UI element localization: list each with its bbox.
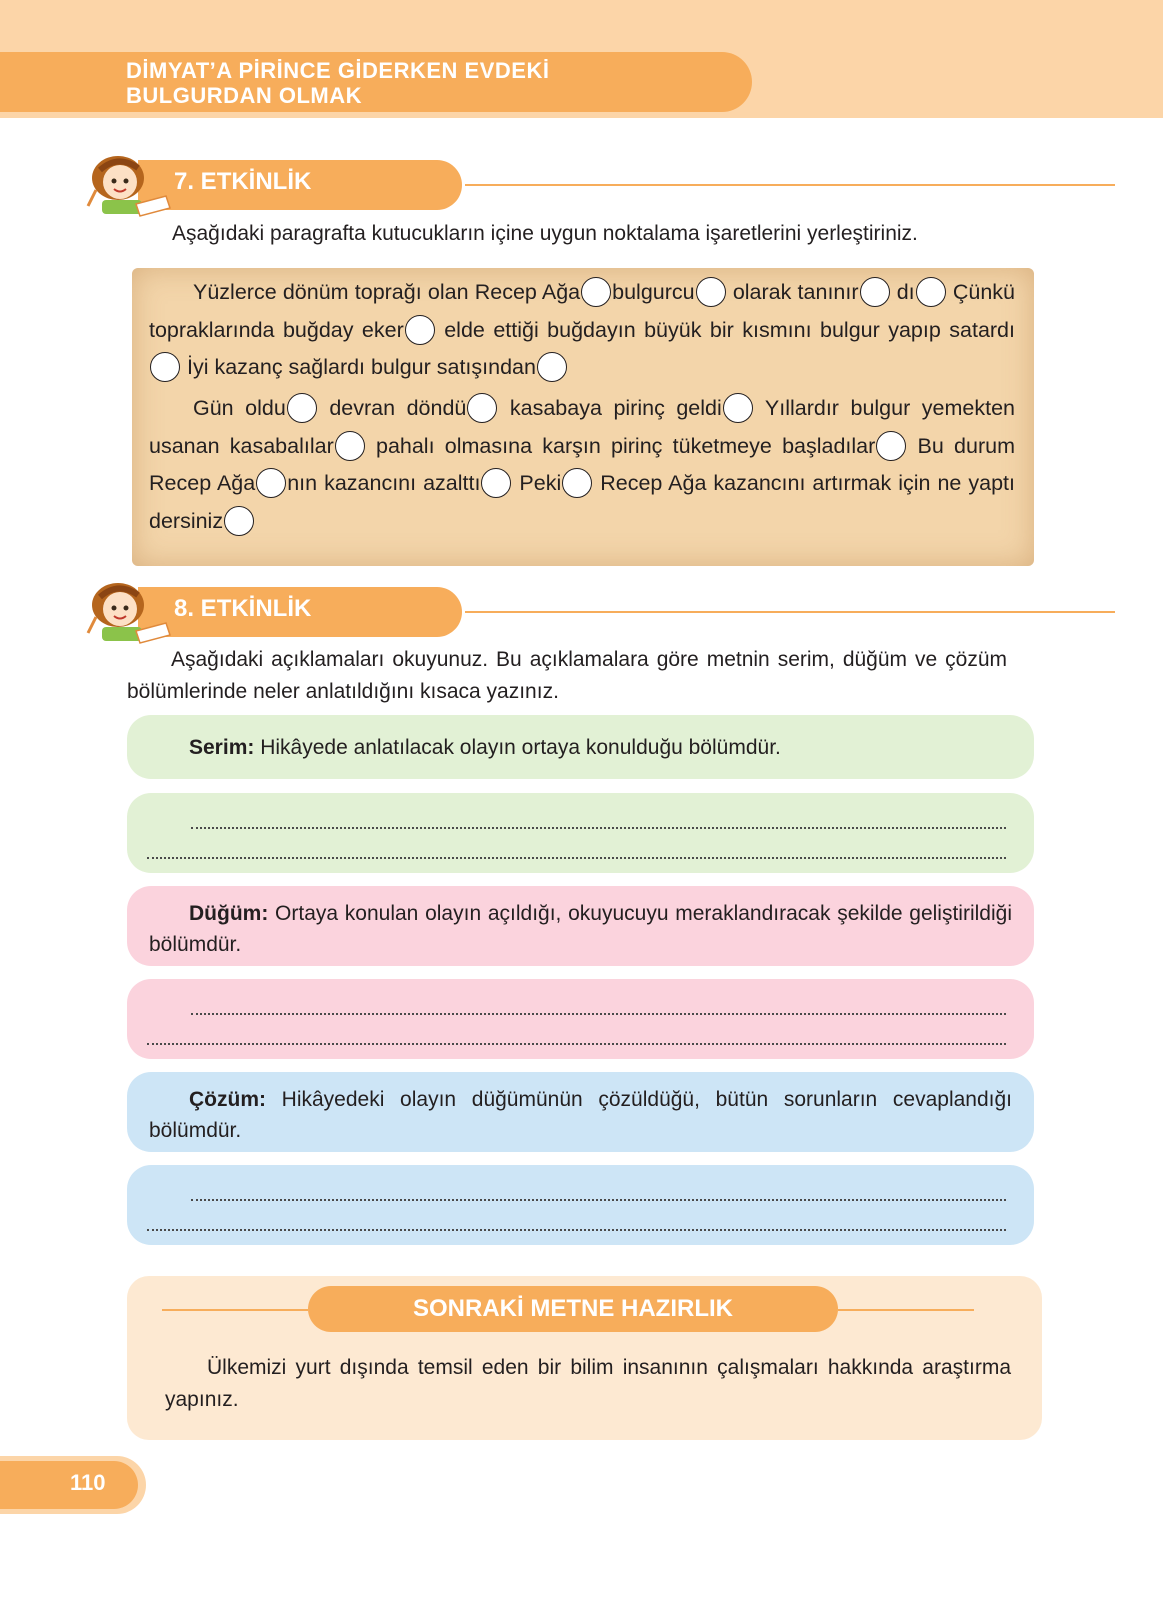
punctuation-box[interactable] (405, 315, 435, 345)
cozum-text: Hikâyedeki olayın düğümünün çözüldüğü, bütün sorunların cevaplandığı bölümdür. (149, 1088, 1012, 1142)
serim-definition (149, 732, 1012, 763)
dugum-term: Düğüm: (189, 902, 269, 925)
activity-7-paragraph-2 (149, 390, 1015, 540)
activity-7-label: 7. ETKİNLİK (174, 168, 312, 195)
text-segment: nın kazancını azalttı (287, 471, 481, 495)
serim-text: Hikâyede anlatılacak olayın ortaya konulduğu bölümdür. (254, 736, 781, 759)
text-segment: elde ettiği buğdayın büyük bir kısmını bulgur yapıp satardı (435, 317, 1015, 342)
punctuation-box[interactable] (481, 468, 511, 498)
text-segment: Peki (512, 471, 562, 495)
text-segment: Yüzlerce dönüm toprağı olan Recep Ağa (193, 280, 581, 304)
punctuation-box[interactable] (467, 393, 497, 423)
cozum-answer-box[interactable] (127, 1165, 1034, 1245)
next-preparation-title: SONRAKİ METNE HAZIRLIK (413, 1295, 733, 1322)
punctuation-box[interactable] (287, 393, 317, 423)
punctuation-box[interactable] (723, 393, 753, 423)
text-segment: bulgurcu (612, 280, 695, 304)
punctuation-box[interactable] (581, 277, 611, 307)
text-segment: Çünkü topraklarında buğday eker (149, 280, 1015, 342)
activity-8-label: 8. ETKİNLİK (174, 595, 312, 622)
activity-8-instruction: Aşağıdaki açıklamaları okuyunuz. Bu açıklamalara göre metnin serim, düğüm ve çözüm bölümlerinde neler anlatıldığını kısaca yazınız. (127, 648, 1007, 703)
text-segment: Recep Ağa kazancını artırmak için ne yaptı dersiniz (149, 471, 1015, 533)
page-number-pill (0, 1461, 138, 1509)
punctuation-box[interactable] (860, 277, 890, 307)
text-segment: Yıllardır bulgur yemekten usanan kasabalılar (149, 396, 1015, 458)
chapter-title (126, 58, 726, 108)
dugum-answer-box[interactable] (127, 979, 1034, 1059)
text-segment: İyi kazanç sağlardı bulgur satışından (181, 355, 536, 379)
text-segment: dı (896, 280, 915, 304)
dugum-definition-box (127, 886, 1034, 966)
punctuation-box[interactable] (562, 468, 592, 498)
chapter-title-line1: DİMYAT’A PİRİNCE GİDERKEN EVDEKİ (126, 58, 550, 83)
answer-line[interactable] (191, 1013, 1006, 1015)
text-segment: devran döndü (317, 396, 467, 420)
text-segment: pahalı olmasına karşın pirinç tüketmeye başladılar (365, 433, 876, 458)
punctuation-box[interactable] (696, 277, 726, 307)
text-segment: Bu durum Recep Ağa (149, 433, 1015, 495)
next-preparation-rule-left (162, 1309, 308, 1311)
answer-line[interactable] (191, 827, 1006, 829)
page-number: 110 (70, 1470, 106, 1495)
serim-answer-box[interactable] (127, 793, 1034, 873)
punctuation-box[interactable] (876, 431, 906, 461)
girl-mascot-icon (80, 577, 180, 647)
answer-line[interactable] (147, 1229, 1006, 1231)
chapter-title-line2: BULGURDAN OLMAK (126, 83, 363, 108)
answer-line[interactable] (147, 1043, 1006, 1045)
next-preparation-rule-right (838, 1309, 974, 1311)
answer-line[interactable] (191, 1199, 1006, 1201)
punctuation-box[interactable] (150, 352, 180, 382)
punctuation-box[interactable] (537, 352, 567, 382)
dugum-text: Ortaya konulan olayın açıldığı, okuyucuyu meraklandıracak şekilde geliştirildiği bölümdür. (149, 902, 1012, 956)
cozum-definition (149, 1084, 1012, 1146)
cozum-definition-box (127, 1072, 1034, 1152)
activity-7-rule (465, 184, 1115, 186)
cozum-term: Çözüm: (189, 1088, 266, 1111)
activity-7-paragraph-1 (149, 274, 1015, 387)
text-segment: kasabaya pirinç geldi (498, 396, 722, 420)
serim-term: Serim: (189, 736, 255, 759)
text-segment: olarak tanınır (726, 280, 859, 304)
punctuation-box[interactable] (916, 277, 946, 307)
activity-7-instruction: Aşağıdaki paragrafta kutucukların içine uygun noktalama işaretlerini yerleştiriniz. (172, 222, 918, 245)
serim-definition-box (127, 715, 1034, 779)
punctuation-box[interactable] (224, 506, 254, 536)
dugum-definition (149, 898, 1012, 960)
text-segment: Gün oldu (193, 396, 286, 420)
answer-line[interactable] (147, 857, 1006, 859)
girl-mascot-icon (80, 150, 180, 220)
next-preparation-text: Ülkemizi yurt dışında temsil eden bir bilim insanının çalışmaları hakkında araştırma yapınız. (165, 1356, 1011, 1411)
activity-8-header (80, 577, 1040, 647)
activity-8-rule (465, 611, 1115, 613)
activity-7-header (80, 150, 1040, 220)
punctuation-box[interactable] (335, 431, 365, 461)
punctuation-box[interactable] (256, 468, 286, 498)
